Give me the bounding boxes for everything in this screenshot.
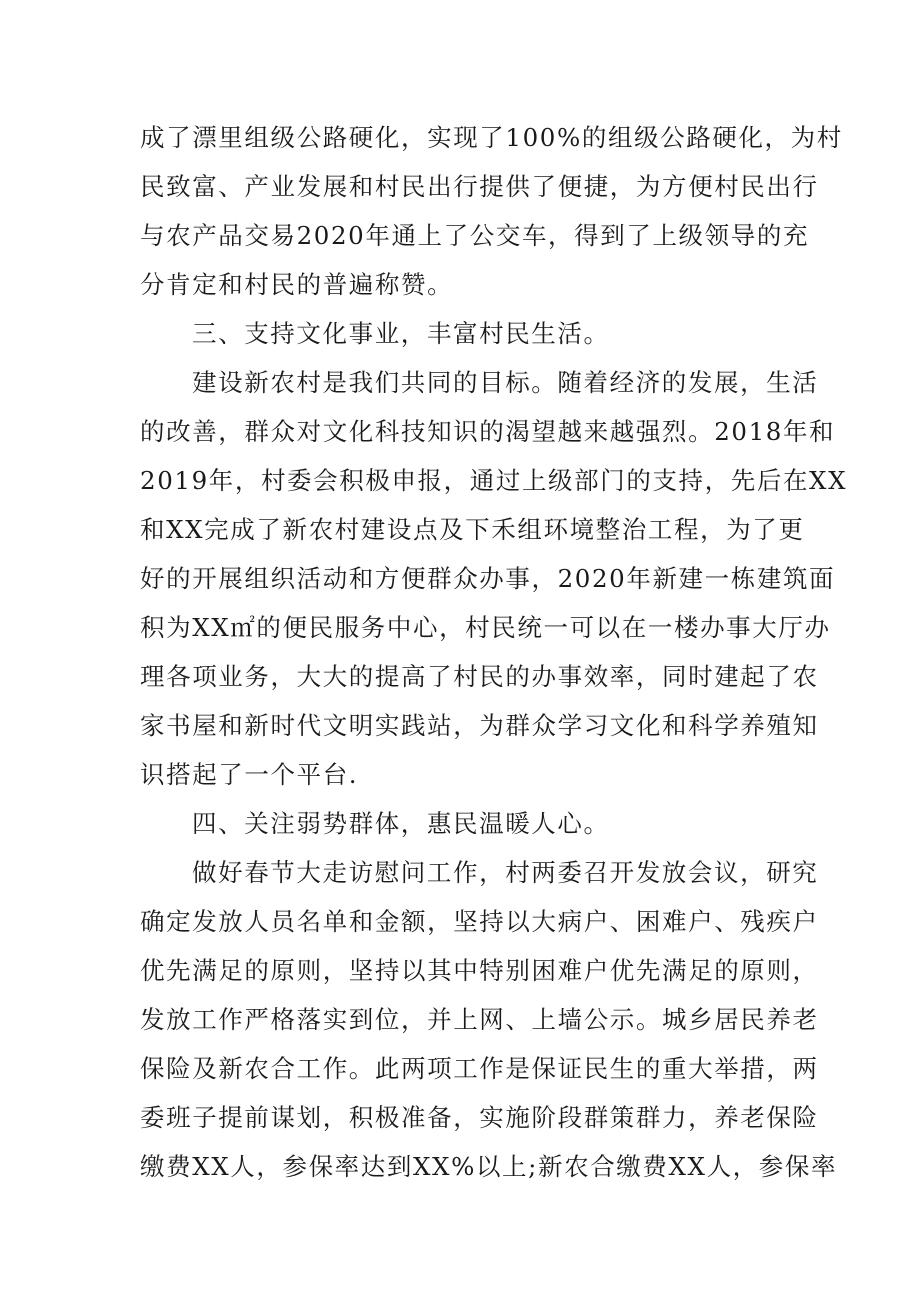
section-heading: 四、关注弱势群体，惠民温暖人心。 xyxy=(192,809,610,838)
text-line: 缴费XX人，参保率达到XX%以上;新农合缴费XX人，参保率 xyxy=(140,1152,838,1181)
paragraph-start: 做好春节大走访慰问工作，村两委召开发放会议，研究 xyxy=(192,858,819,887)
text-line: 分肯定和村民的普遍称赞。 xyxy=(140,270,454,299)
text-line: 保险及新农合工作。此两项工作是保证民生的重大举措，两 xyxy=(140,1054,819,1083)
text-line: 识搭起了一个平台. xyxy=(140,760,359,789)
text-line: 2019年，村委会积极申报，通过上级部门的支持，先后在XX xyxy=(140,466,848,495)
text-line: 成了漂里组级公路硬化，实现了100%的组级公路硬化，为村 xyxy=(140,123,843,152)
paragraph-start: 建设新农村是我们共同的目标。随着经济的发展，生活 xyxy=(192,368,819,397)
text-line: 家书屋和新时代文明实践站，为群众学习文化和科学养殖知 xyxy=(140,711,819,740)
text-line: 理各项业务，大大的提高了村民的办事效率，同时建起了农 xyxy=(140,662,819,691)
section-heading: 三、支持文化事业，丰富村民生活。 xyxy=(192,319,610,348)
text-line: 好的开展组织活动和方便群众办事，2020年新建一栋建筑面 xyxy=(140,564,836,593)
text-line: 优先满足的原则，坚持以其中特别困难户优先满足的原则， xyxy=(140,956,819,985)
text-line: 发放工作严格落实到位，并上网、上墙公示。城乡居民养老 xyxy=(140,1005,819,1034)
text-line: 委班子提前谋划，积极准备，实施阶段群策群力，养老保险 xyxy=(140,1103,819,1132)
document-body xyxy=(140,113,848,1191)
text-line: 和XX完成了新农村建设点及下禾组环境整治工程，为了更 xyxy=(140,515,805,544)
text-line: 积为XX㎡的便民服务中心，村民统一可以在一楼办事大厅办 xyxy=(140,613,831,642)
text-line: 与农产品交易2020年通上了公交车，得到了上级领导的充 xyxy=(140,221,810,250)
text-line: 确定发放人员名单和金额，坚持以大病户、困难户、残疾户 xyxy=(140,907,819,936)
text-line: 民致富、产业发展和村民出行提供了便捷，为方便村民出行 xyxy=(140,172,819,201)
text-line: 的改善，群众对文化科技知识的渴望越来越强烈。2018年和 xyxy=(140,417,836,446)
